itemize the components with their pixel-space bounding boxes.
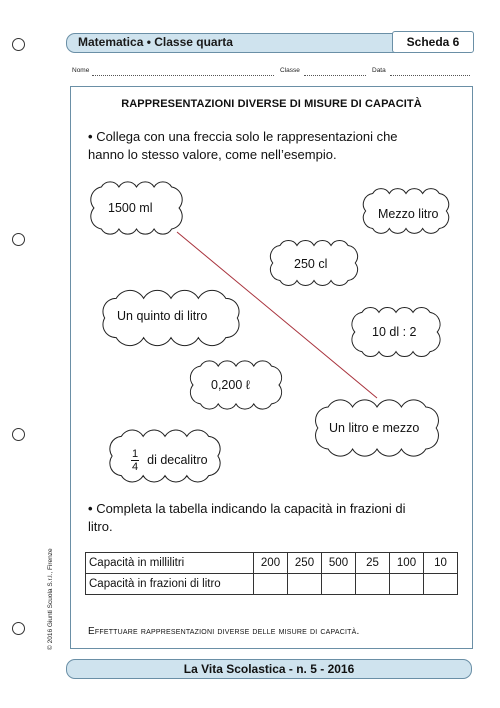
fraction-numerator: 1 [132, 448, 139, 460]
answer-cell[interactable] [424, 574, 458, 595]
answer-cell[interactable] [254, 574, 288, 595]
cloud-label-3: 250 cl [294, 257, 328, 271]
answer-cell[interactable] [322, 574, 356, 595]
bullet-1: • [88, 129, 93, 144]
table-cell-ml: 200 [254, 553, 288, 574]
instruction-2-line-1: Completa la tabella indicando la capacità in frazioni di [96, 501, 406, 516]
bullet-2: • [88, 501, 93, 516]
table-cell-ml: 100 [390, 553, 424, 574]
date-label: Data [372, 67, 386, 74]
cloud-label-7: Un litro e mezzo [329, 421, 420, 435]
table-cell-ml: 25 [356, 553, 390, 574]
cloud-label-6: 0,200 ℓ [211, 378, 250, 392]
cloud-label-5: 10 dl : 2 [372, 325, 417, 339]
cloud-label-1: 1500 ml [108, 201, 153, 215]
cloud-label-2: Mezzo litro [378, 207, 439, 221]
cloud-label-4: Un quinto di litro [117, 309, 208, 323]
fraction-denominator: 4 [132, 461, 139, 473]
instruction-1-line-2: hanno lo stesso valore, come nell’esempio. [88, 147, 337, 162]
instruction-2 [88, 500, 463, 536]
cloud-label-8-text: di decalitro [147, 452, 208, 467]
answer-cell[interactable] [356, 574, 390, 595]
table-row-fractions [86, 574, 458, 595]
instruction-2-line-2: litro. [88, 519, 113, 534]
copyright-credit: © 2016 Giunti Scuola S.r.l., Firenze [47, 548, 54, 650]
footnote: Effettuare rappresentazioni diverse delle misure di capacità. [88, 626, 360, 637]
sheet-number: Scheda 6 [392, 31, 474, 53]
instruction-1-line-1: Collega con una freccia solo le rappresentazioni che [96, 129, 398, 144]
row-label-millilitres: Capacità in millilitri [86, 553, 254, 574]
table-row-millilitres [86, 553, 458, 574]
class-label: Classe [280, 67, 300, 74]
worksheet-title: RAPPRESENTAZIONI DIVERSE DI MISURE DI CAPACITÀ [121, 98, 422, 110]
cloud-label-8 [131, 448, 208, 473]
fraction [131, 448, 139, 473]
table-cell-ml: 250 [288, 553, 322, 574]
header-title: Matematica • Classe quarta [78, 35, 233, 49]
row-label-fractions: Capacità in frazioni di litro [86, 574, 254, 595]
name-label: Nome [72, 67, 90, 74]
answer-cell[interactable] [288, 574, 322, 595]
answer-cell[interactable] [390, 574, 424, 595]
table-cell-ml: 10 [424, 553, 458, 574]
table-cell-ml: 500 [322, 553, 356, 574]
capacity-table [85, 552, 458, 595]
footer-bar: La Vita Scolastica - n. 5 - 2016 [66, 659, 472, 679]
